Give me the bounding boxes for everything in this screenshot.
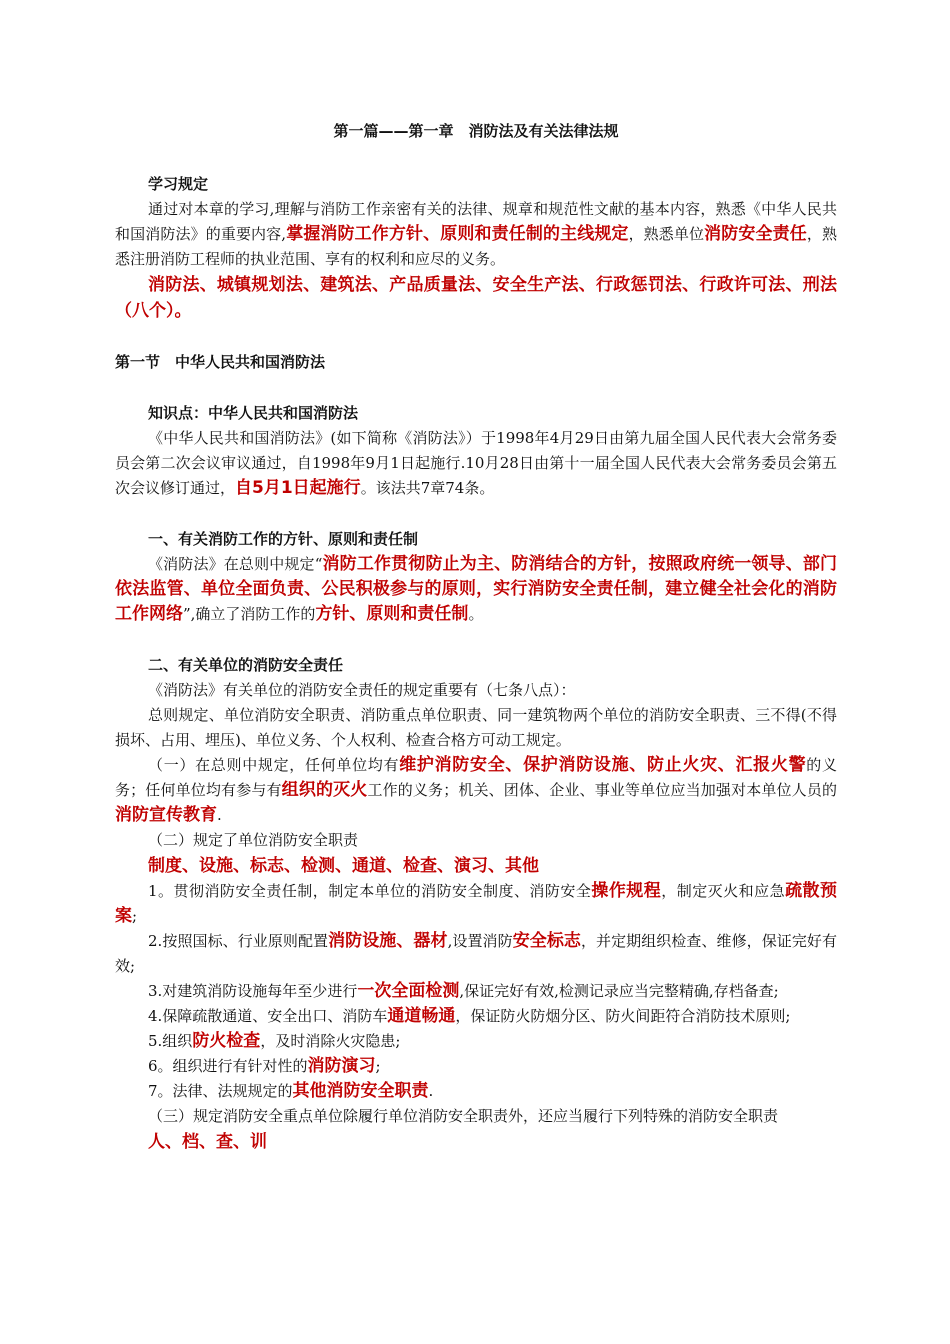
paragraph: （一）在总则中规定，任何单位均有维护消防安全、保护消防设施、防止火灾、汇报火警的义务；任何单位均有参与有组织的灭火工作的义务；机关、团体、企业、事业等单位应当加强对本单位人员的消防宣传教育.: [115, 755, 837, 825]
list-item: 7。法律、法规规定的其他消防安全职责.: [148, 1081, 434, 1101]
section-heading: 第一节 中华人民共和国消防法: [115, 353, 326, 371]
highlight: 其他消防安全职责: [292, 1081, 429, 1101]
highlight: 维护消防安全、保护消防设施、防止火灾、汇报火警: [399, 755, 807, 775]
page-title: 第一篇——第一章 消防法及有关法律法规: [333, 122, 619, 140]
subsection-heading: 二、有关单位的消防安全责任: [148, 656, 344, 674]
law-history-paragraph: 《中华人民共和国消防法》(如下简称《消防法》）于1998年4月29日由第九届全国人民代表大会常务委员会第二次会议审议通过，自1998年9月1日起施行.10月28日由第十一届全国人民代表大会常务委员会第五次会议修订通过，自5月1日起施行。该法共7章74条。: [115, 429, 837, 498]
laws-list: 消防法、城镇规划法、建筑法、产品质量法、安全生产法、行政惩罚法、行政许可法、刑法（八个）。: [115, 275, 837, 321]
document-body: [115, 120, 837, 1155]
highlight: 自5月1日起施行: [235, 478, 361, 498]
highlight: 通道畅通: [387, 1006, 456, 1026]
paragraph: 总则规定、单位消防安全职责、消防重点单位职责、同一建筑物两个单位的消防安全职责、三不得(不得损坏、占用、埋压)、单位义务、个人权利、检查合格方可动工规定。: [115, 706, 837, 749]
paragraph: 《消防法》有关单位的消防安全责任的规定重要有（七条八点）：: [148, 681, 576, 699]
list-item: 5.组织防火检查，及时消除火灾隐患;: [148, 1031, 401, 1051]
list-item: 1。贯彻消防安全责任制，制定本单位的消防安全制度、消防安全操作规程，制定灭火和应急疏散预案;: [115, 881, 838, 926]
highlight: 消防工作贯彻防止为主、防消结合的方针，按照政府统一领导、部门依法监管、单位全面负责、公民积极参与的原则，实行消防安全责任制，建立健全社会化的消防工作网络: [115, 554, 838, 624]
policy-paragraph: 《消防法》在总则中规定“消防工作贯彻防止为主、防消结合的方针，按照政府统一领导、部门依法监管、单位全面负责、公民积极参与的原则，实行消防安全责任制，建立健全社会化的消防工作网络”,确立了消防工作的方针、原则和责任制。: [115, 554, 838, 624]
list-item: 2.按照国标、行业原则配置消防设施、器材,设置消防安全标志，并定期组织检查、维修，保证完好有效;: [115, 931, 838, 975]
paragraph: （三）规定消防安全重点单位除履行单位消防安全职责外，还应当履行下列特殊的消防安全职责: [148, 1107, 779, 1125]
list-item: 3.对建筑消防设施每年至少进行一次全面检测,保证完好有效,检测记录应当完整精确,存档备查;: [148, 981, 779, 1001]
highlight: 消防演习: [307, 1056, 376, 1076]
highlight: 疏散预案: [115, 881, 838, 926]
list-item: 4.保障疏散通道、安全出口、消防车通道畅通，保证防火防烟分区、防火间距符合消防技术原则;: [148, 1006, 791, 1026]
highlight: 操作规程: [591, 881, 662, 901]
highlight: 一次全面检测: [357, 981, 460, 1001]
summary-keywords: 制度、设施、标志、检测、通道、检查、演习、其他: [148, 856, 539, 876]
highlight: 消防安全责任: [704, 224, 807, 244]
list-item: 6。组织进行有针对性的消防演习;: [148, 1056, 381, 1076]
highlight: 消防设施、器材: [328, 931, 448, 951]
subsection-heading: 一、有关消防工作的方针、原则和责任制: [148, 530, 419, 548]
highlight: 防火检查: [192, 1031, 261, 1051]
highlight: 组织的灭火: [281, 780, 368, 800]
knowledge-point-heading: 知识点：中华人民共和国消防法: [148, 404, 359, 422]
highlight: 方针、原则和责任制: [315, 604, 469, 624]
highlight: 消防宣传教育: [115, 805, 217, 825]
highlight: 掌握消防工作方针、原则和责任制的主线规定: [286, 224, 629, 244]
summary-keywords: 人、档、查、训: [148, 1132, 267, 1152]
intro-paragraph: 通过对本章的学习,理解与消防工作亲密有关的法律、规章和规范性文献的基本内容，熟悉《中华人民共和国消防法》的重要内容,掌握消防工作方针、原则和责任制的主线规定，熟悉单位消防安全责任，熟悉注册消防工程师的执业范围、享有的权利和应尽的义务。: [115, 200, 837, 268]
intro-heading: 学习规定: [148, 175, 209, 193]
paragraph: （二）规定了单位消防安全职责: [148, 831, 359, 849]
highlight: 安全标志: [512, 931, 581, 951]
